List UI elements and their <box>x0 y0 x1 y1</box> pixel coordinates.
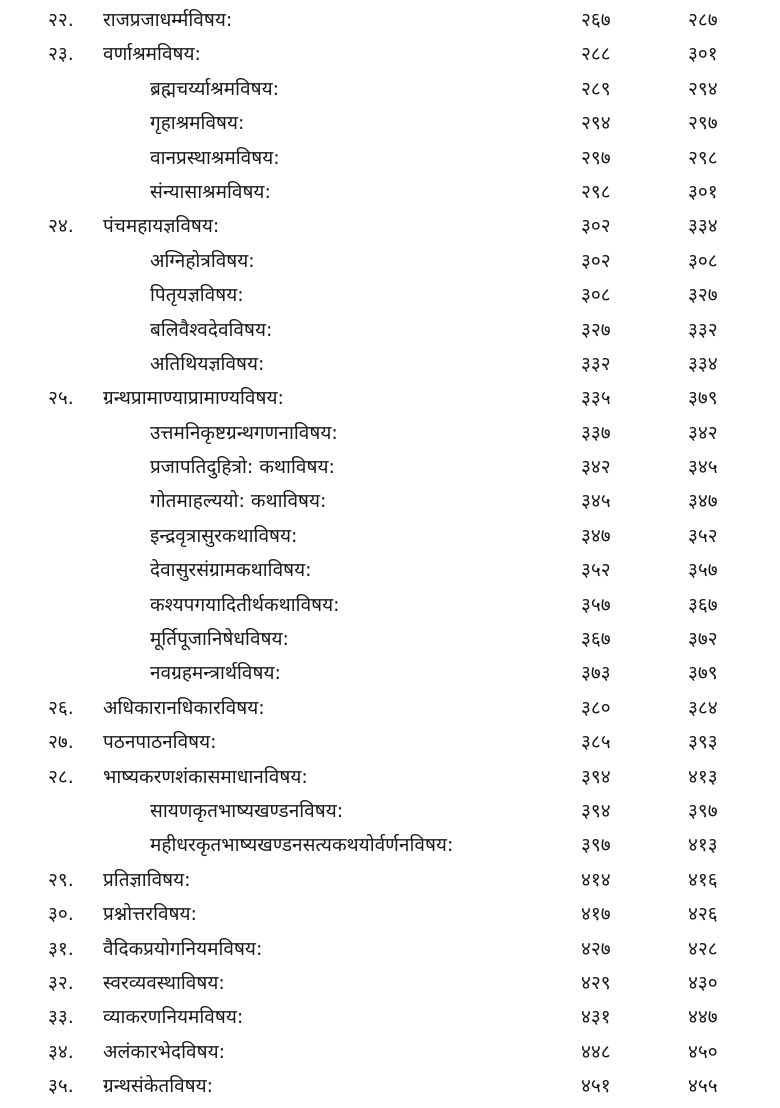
section-title: स्वरव्यवस्थाविषय: <box>103 971 225 994</box>
section-number: ३०. <box>48 903 74 926</box>
section-number: २३. <box>48 43 74 66</box>
toc-row <box>0 691 780 725</box>
start-page-number: ४१४ <box>581 868 611 891</box>
section-number: ३५. <box>48 1075 74 1098</box>
start-page-number: ३५२ <box>581 559 611 582</box>
start-page-number: ४२७ <box>581 937 611 960</box>
toc-row <box>0 1035 780 1069</box>
toc-row <box>0 37 780 71</box>
start-page-number: ३३२ <box>581 352 611 375</box>
end-page-number: ४१३ <box>688 765 718 788</box>
start-page-number: २९४ <box>581 112 611 135</box>
section-title: भाष्यकरणशंकासमाधानविषय: <box>103 765 308 788</box>
section-title: प्रश्नोत्तरविषय: <box>103 903 197 926</box>
end-page-number: ३५७ <box>688 559 718 582</box>
end-page-number: ३४५ <box>688 456 718 479</box>
end-page-number: ३२७ <box>688 284 718 307</box>
toc-row <box>0 966 780 1000</box>
subsection-title: गृहाश्रमविषय: <box>150 112 245 135</box>
end-page-number: ३०१ <box>688 43 718 66</box>
start-page-number: ३८० <box>581 696 611 719</box>
section-number: ३४. <box>48 1040 74 1063</box>
subsection-title: प्रजापतिदुहित्रो: कथाविषय: <box>150 456 335 479</box>
toc-row <box>0 897 780 931</box>
section-title: वर्णाश्रमविषय: <box>103 43 201 66</box>
subsection-title: बलिवैश्वदेवविषय: <box>150 318 273 341</box>
toc-row <box>0 278 780 312</box>
end-page-number: ३३४ <box>688 352 718 375</box>
start-page-number: २९७ <box>581 146 611 169</box>
section-number: २४. <box>48 215 74 238</box>
start-page-number: ४२९ <box>581 971 611 994</box>
toc-row <box>0 863 780 897</box>
section-number: ३२. <box>48 971 74 994</box>
start-page-number: २६७ <box>581 9 611 31</box>
section-title: अलंकारभेदविषय: <box>103 1040 226 1063</box>
end-page-number: ३३२ <box>688 318 718 341</box>
section-number: २९. <box>48 868 74 891</box>
start-page-number: ४१७ <box>581 903 611 926</box>
section-title: अधिकारानधिकारविषय: <box>103 696 265 719</box>
toc-row <box>0 244 780 278</box>
start-page-number: ४४८ <box>581 1040 611 1063</box>
start-page-number: ३०२ <box>581 215 611 238</box>
toc-row <box>0 141 780 175</box>
end-page-number: ४३० <box>688 971 718 994</box>
end-page-number: ४२६ <box>688 903 718 926</box>
start-page-number: ३९४ <box>581 765 611 788</box>
toc-row <box>0 450 780 484</box>
subsection-title: देवासुरसंग्रामकथाविषय: <box>150 559 312 582</box>
section-title: वैदिकप्रयोगनियमविषय: <box>103 937 263 960</box>
toc-row <box>0 725 780 759</box>
end-page-number: २९४ <box>688 77 718 100</box>
subsection-title: पितृयज्ञविषय: <box>150 284 244 307</box>
subsection-title: अग्निहोत्रविषय: <box>150 249 255 272</box>
toc-row <box>0 794 780 828</box>
subsection-title: इन्द्रवृत्रासुरकथाविषय: <box>150 524 298 547</box>
end-page-number: ३४२ <box>688 421 718 444</box>
toc-row <box>0 553 780 587</box>
toc-row <box>0 760 780 794</box>
toc-row <box>0 519 780 553</box>
start-page-number: ३२७ <box>581 318 611 341</box>
subsection-title: ब्रह्मचर्य्याश्रमविषय: <box>150 77 280 100</box>
end-page-number: ४१६ <box>688 868 718 891</box>
toc-row <box>0 656 780 690</box>
toc-row <box>0 622 780 656</box>
end-page-number: २९७ <box>688 112 718 135</box>
start-page-number: २९८ <box>581 180 611 203</box>
end-page-number: ३६७ <box>688 593 718 616</box>
start-page-number: ३४२ <box>581 456 611 479</box>
start-page-number: ३७३ <box>581 662 611 685</box>
end-page-number: २८७ <box>688 9 718 31</box>
toc-row <box>0 588 780 622</box>
end-page-number: ३०८ <box>688 249 718 272</box>
subsection-title: अतिथियज्ञविषय: <box>150 352 265 375</box>
end-page-number: ४२८ <box>688 937 718 960</box>
start-page-number: ३३५ <box>581 387 611 410</box>
start-page-number: ३३७ <box>581 421 611 444</box>
subsection-title: उत्तमनिकृष्टग्रन्थगणनाविषय: <box>150 421 338 444</box>
start-page-number: ३९७ <box>581 834 611 857</box>
subsection-title: सायणकृतभाष्यखण्डनविषय: <box>150 799 344 822</box>
section-title: पठनपाठनविषय: <box>103 731 217 754</box>
end-page-number: ३८४ <box>688 696 718 719</box>
end-page-number: ३७२ <box>688 628 718 651</box>
subsection-title: वानप्रस्थाश्रमविषय: <box>150 146 280 169</box>
toc-row <box>0 416 780 450</box>
start-page-number: ३९४ <box>581 799 611 822</box>
section-title: प्रतिज्ञाविषय: <box>103 868 191 891</box>
subsection-title: कश्यपगयादितीर्थकथाविषय: <box>150 593 340 616</box>
end-page-number: ४५५ <box>688 1075 718 1098</box>
section-title: ग्रन्थप्रामाण्याप्रामाण्यविषय: <box>103 387 284 410</box>
start-page-number: ३५७ <box>581 593 611 616</box>
toc-row <box>0 381 780 415</box>
start-page-number: ४५१ <box>581 1075 611 1098</box>
toc-row <box>0 347 780 381</box>
subsection-title: मूर्तिपूजानिषेधविषय: <box>150 628 289 651</box>
toc-row <box>0 72 780 106</box>
end-page-number: २९८ <box>688 146 718 169</box>
end-page-number: ३३४ <box>688 215 718 238</box>
section-number: २५. <box>48 387 74 410</box>
table-of-contents <box>0 3 780 1104</box>
start-page-number: २८८ <box>581 43 611 66</box>
section-number: २८. <box>48 765 74 788</box>
section-title: पंचमहायज्ञविषय: <box>103 215 220 238</box>
start-page-number: २८९ <box>581 77 611 100</box>
subsection-title: संन्यासाश्रमविषय: <box>150 180 271 203</box>
section-number: ३१. <box>48 937 74 960</box>
end-page-number: ३४७ <box>688 490 718 513</box>
start-page-number: ३६७ <box>581 628 611 651</box>
end-page-number: ४१३ <box>688 834 718 857</box>
toc-row <box>0 828 780 862</box>
end-page-number: ३९३ <box>688 731 718 754</box>
section-title: व्याकरणनियमविषय: <box>103 1006 244 1029</box>
start-page-number: ४३१ <box>581 1006 611 1029</box>
subsection-title: नवग्रहमन्त्रार्थविषय: <box>150 662 281 685</box>
start-page-number: ३०२ <box>581 249 611 272</box>
toc-row <box>0 175 780 209</box>
toc-row <box>0 3 780 37</box>
end-page-number: ३७९ <box>688 662 718 685</box>
end-page-number: ३०१ <box>688 180 718 203</box>
toc-row <box>0 932 780 966</box>
section-title: ग्रन्थसंकेतविषय: <box>103 1075 214 1098</box>
toc-row <box>0 484 780 518</box>
toc-row <box>0 1069 780 1103</box>
toc-row <box>0 313 780 347</box>
section-number: ३३. <box>48 1006 74 1029</box>
end-page-number: ३५२ <box>688 524 718 547</box>
end-page-number: ४५० <box>688 1040 718 1063</box>
toc-row <box>0 209 780 243</box>
end-page-number: ३७९ <box>688 387 718 410</box>
end-page-number: ४४७ <box>688 1006 718 1029</box>
section-number: २६. <box>48 696 74 719</box>
subsection-title: गोतमाहल्ययो: कथाविषय: <box>150 490 327 513</box>
start-page-number: ३४५ <box>581 490 611 513</box>
section-title: राजप्रजाधर्म्मविषय: <box>103 9 233 31</box>
subsection-title: महीधरकृतभाष्यखण्डनसत्यकथयोर्वर्णनविषय: <box>150 834 454 857</box>
start-page-number: ३०८ <box>581 284 611 307</box>
end-page-number: ३९७ <box>688 799 718 822</box>
start-page-number: ३८५ <box>581 731 611 754</box>
section-number: २७. <box>48 731 74 754</box>
toc-row <box>0 106 780 140</box>
section-number: २२. <box>48 9 74 31</box>
start-page-number: ३४७ <box>581 524 611 547</box>
toc-row <box>0 1000 780 1034</box>
